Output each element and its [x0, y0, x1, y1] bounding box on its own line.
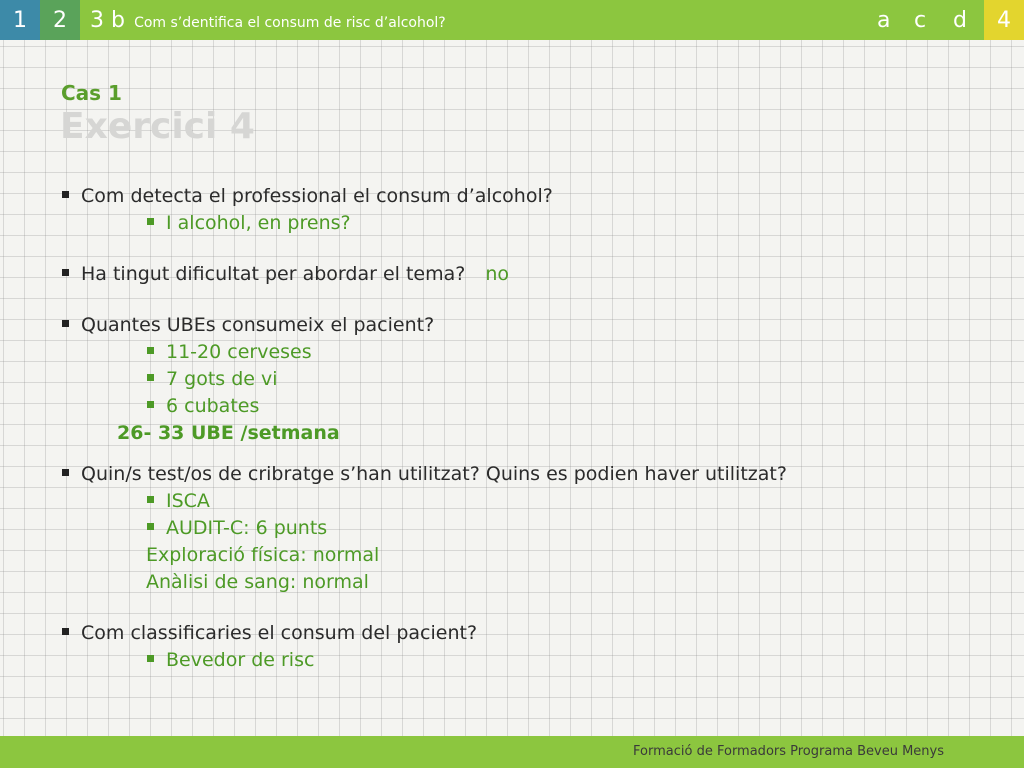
square-bullet-icon	[147, 655, 154, 662]
list-item-text: 7 gots de vi	[166, 368, 278, 390]
tab-1[interactable]: 1	[0, 0, 40, 40]
list-item	[147, 340, 312, 364]
nav-letter-a[interactable]: a	[877, 8, 891, 33]
square-bullet-icon	[147, 347, 154, 354]
square-bullet-icon	[147, 523, 154, 530]
square-bullet-icon	[147, 496, 154, 503]
list-item	[147, 516, 327, 540]
list-item	[147, 367, 278, 391]
section-title: Com s’dentifica el consum de risc d’alcohol?	[134, 15, 446, 31]
square-bullet-icon	[62, 269, 69, 276]
list-item-text: 11-20 cerveses	[166, 341, 312, 363]
question-5-sub-text: Bevedor de risc	[166, 649, 315, 671]
question-5-text: Com classificaries el consum del pacient?	[81, 622, 478, 644]
list-item-text: 6 cubates	[166, 395, 260, 417]
section-heading	[90, 0, 446, 40]
question-2	[62, 262, 509, 286]
question-2-answer: no	[485, 263, 510, 285]
list-item-text: AUDIT-C: 6 punts	[166, 517, 328, 539]
page-title: Exercici 4	[60, 106, 255, 147]
question-1-text: Com detecta el professional el consum d’alcohol?	[81, 185, 553, 207]
square-bullet-icon	[62, 320, 69, 327]
question-5-sub-item	[147, 648, 314, 672]
footer-text: Formació de Formadors Programa Beveu Menys	[633, 744, 944, 759]
question-5	[62, 621, 477, 645]
question-3	[62, 313, 434, 337]
question-1-sub-text: I alcohol, en prens?	[166, 212, 351, 234]
nav-letter-c[interactable]: c	[914, 8, 927, 33]
square-bullet-icon	[62, 191, 69, 198]
tab-2[interactable]: 2	[40, 0, 80, 40]
square-bullet-icon	[147, 218, 154, 225]
square-bullet-icon	[62, 469, 69, 476]
question-4	[62, 462, 787, 486]
question-1-sub-item	[147, 211, 351, 235]
square-bullet-icon	[62, 628, 69, 635]
question-4-note-2: Anàlisi de sang: normal	[146, 571, 369, 593]
question-2-text: Ha tingut dificultat per abordar el tema?	[81, 263, 466, 285]
list-item-text: ISCA	[166, 490, 210, 512]
list-item	[147, 394, 259, 418]
case-label: Cas 1	[61, 81, 122, 105]
square-bullet-icon	[147, 401, 154, 408]
question-4-text: Quin/s test/os de cribratge s’han utilitzat? Quins es podien haver utilitzat?	[81, 463, 787, 485]
footer-bar	[0, 736, 1024, 768]
top-navigation-bar	[0, 0, 1024, 40]
list-item	[147, 489, 210, 513]
square-bullet-icon	[147, 374, 154, 381]
question-1	[62, 184, 553, 208]
question-4-note-1: Exploració física: normal	[146, 544, 380, 566]
question-3-total: 26- 33 UBE /setmana	[117, 422, 340, 444]
section-number: 3 b	[90, 8, 125, 33]
tab-4[interactable]: 4	[984, 0, 1024, 40]
nav-letter-d[interactable]: d	[953, 8, 967, 33]
question-3-text: Quantes UBEs consumeix el pacient?	[81, 314, 435, 336]
